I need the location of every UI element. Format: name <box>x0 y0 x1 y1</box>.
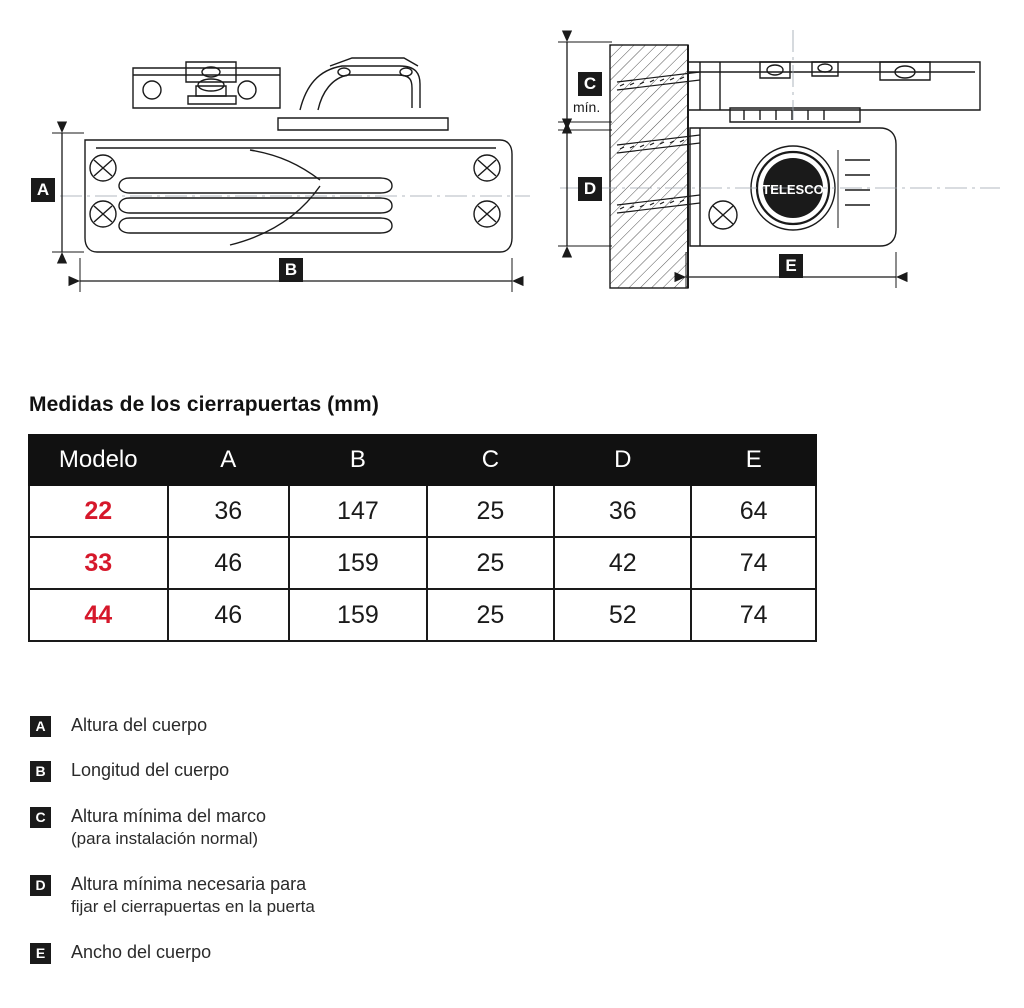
legend-text-b <box>71 758 229 782</box>
right-section-view <box>560 30 1000 288</box>
legend-text-e <box>71 940 211 964</box>
cell-c: 25 <box>427 485 554 537</box>
dimension-note-c: mín. <box>573 99 601 115</box>
legend-label-b: Longitud del cuerpo <box>71 760 230 781</box>
table-header-row <box>29 435 816 485</box>
legend-text-c <box>71 804 266 851</box>
technical-drawing-area <box>0 0 1024 320</box>
table-row <box>29 537 816 589</box>
legend-item <box>30 758 730 782</box>
cell-model: 44 <box>29 589 168 641</box>
dimension-badge-d: D <box>578 177 602 201</box>
dimension-badge-c: C <box>578 72 602 96</box>
table-header-b: B <box>289 435 427 485</box>
left-side-view <box>60 58 530 252</box>
dimension-badge-e: E <box>779 254 803 278</box>
legend-label-d: Altura mínima necesaria para <box>71 873 307 894</box>
legend-label-c: Altura mínima del marco <box>71 805 267 826</box>
table-header-d: D <box>554 435 691 485</box>
legend-badge-c: C <box>30 807 51 828</box>
table-header-a: A <box>168 435 290 485</box>
table-header-c: C <box>427 435 554 485</box>
cell-c: 25 <box>427 589 554 641</box>
table-header-e: E <box>691 435 816 485</box>
legend-list <box>30 713 730 985</box>
cell-a: 46 <box>168 589 290 641</box>
brand-label: TELESCO <box>762 182 824 197</box>
legend-item <box>30 940 730 964</box>
legend-item <box>30 872 730 919</box>
cell-e: 74 <box>691 537 816 589</box>
dimension-a-line <box>52 133 84 252</box>
cell-d: 42 <box>554 537 691 589</box>
cell-a: 46 <box>168 537 290 589</box>
page-title: Medidas de los cierrapuertas (mm) <box>29 393 379 416</box>
cell-b: 159 <box>289 589 427 641</box>
cell-e: 74 <box>691 589 816 641</box>
legend-badge-a: A <box>30 716 51 737</box>
dimension-badge-b: B <box>279 258 303 282</box>
table-row <box>29 485 816 537</box>
measurements-table <box>28 434 817 642</box>
cell-b: 159 <box>289 537 427 589</box>
legend-label-e: Ancho del cuerpo <box>71 942 212 963</box>
door-closer-technical-drawing <box>0 0 1024 320</box>
legend-sublabel-d: fijar el cierrapuertas en la puerta <box>71 897 315 917</box>
cell-c: 25 <box>427 537 554 589</box>
cell-e: 64 <box>691 485 816 537</box>
table-row <box>29 589 816 641</box>
dimension-badge-a: A <box>31 178 55 202</box>
legend-badge-e: E <box>30 943 51 964</box>
table-header-modelo: Modelo <box>29 435 168 485</box>
cell-model: 22 <box>29 485 168 537</box>
legend-text-d <box>71 872 315 919</box>
legend-badge-d: D <box>30 875 51 896</box>
cell-model: 33 <box>29 537 168 589</box>
legend-label-a: Altura del cuerpo <box>71 715 208 735</box>
legend-item <box>30 713 730 737</box>
cell-b: 147 <box>289 485 427 537</box>
legend-text-a <box>71 713 207 737</box>
legend-badge-b: B <box>30 761 51 782</box>
legend-item <box>30 804 730 851</box>
cell-d: 36 <box>554 485 691 537</box>
cell-a: 36 <box>168 485 290 537</box>
legend-sublabel-c: (para instalación normal) <box>71 828 259 848</box>
cell-d: 52 <box>554 589 691 641</box>
